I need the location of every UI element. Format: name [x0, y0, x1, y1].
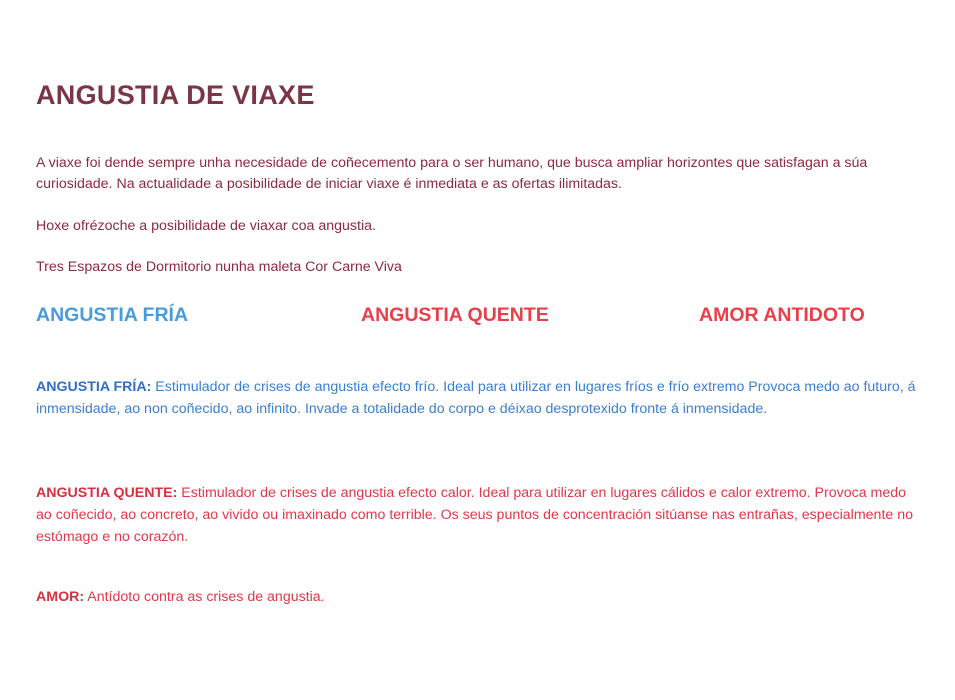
intro-paragraph-2: Hoxe ofrézoche a posibilidade de viaxar coa angustia.: [36, 218, 376, 234]
description-amor: [36, 586, 916, 608]
description-term-amor: AMOR:: [36, 589, 85, 605]
description-text-quente: Estimulador de crises de angustia efecto calor. Ideal para utilizar en lugares cálidos e calor extremo. Provoca medo ao coñecido, ao concreto, ao vivido ou imaxinado como terrible. Os seus puntos de concentración sitúanse nas entrañas, especialmente no estómago e no corazón.: [36, 485, 913, 545]
description-angustia-quente: [36, 482, 916, 548]
document-title: ANGUSTIA DE VIAXE: [36, 80, 315, 110]
description-text-amor: Antídoto contra as crises de angustia.: [84, 589, 325, 605]
description-term-fria: ANGUSTIA FRÍA:: [36, 379, 152, 395]
intro-paragraph-1: A viaxe foi dende sempre unha necesidade de coñecemento para o ser humano, que busca ampliar horizontes que satisfagan a súa curiosidade. Na actualidade a posibilidade de iniciar viaxe é inmediata e as ofertas ilimitadas.: [36, 155, 868, 192]
heading-amor-antidoto: AMOR ANTIDOTO: [699, 304, 865, 326]
description-angustia-fria: [36, 376, 916, 420]
heading-angustia-fria: ANGUSTIA FRÍA: [36, 304, 189, 326]
description-text-fria: Estimulador de crises de angustia efecto frío. Ideal para utilizar en lugares fríos e frío extremo Provoca medo ao futuro, á inmensidade, ao non coñecido, ao infinito. Invade a totalidade do corpo e déixao desprotexido fronte á inmensidade.: [36, 379, 916, 417]
intro-paragraph-3: Tres Espazos de Dormitorio nunha maleta Cor Carne Viva: [36, 259, 402, 275]
description-term-quente: ANGUSTIA QUENTE:: [36, 485, 178, 501]
heading-angustia-quente: ANGUSTIA QUENTE: [361, 304, 549, 326]
